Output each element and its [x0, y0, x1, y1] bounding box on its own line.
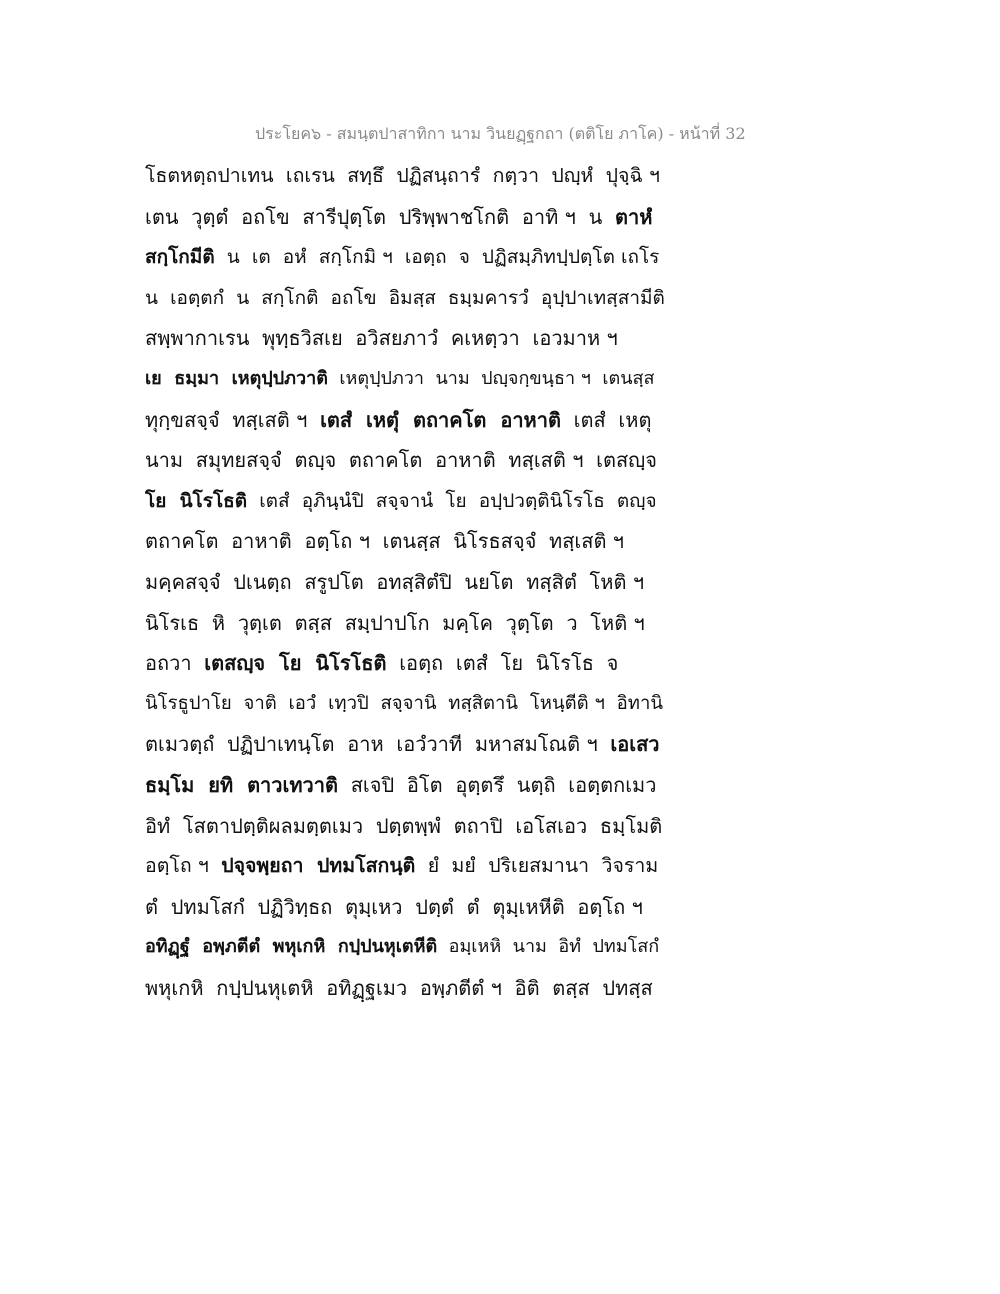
text-segment: มคฺคสจฺจํ ปเนตฺถ สรูปโต อทสฺสิตํปิ นยโต ทสฺสิตํ โหติ ฯ — [145, 569, 645, 594]
text-segment: สเจปิ อิโต อุตฺตรึ นตฺถิ เอตฺตกเมว — [338, 772, 657, 797]
text-segment: เตสํ เหตุ — [560, 407, 652, 432]
body-text — [145, 156, 665, 1008]
text-segment: อถวา — [145, 651, 205, 676]
text-line — [145, 318, 665, 359]
text-line — [145, 806, 665, 847]
text-line — [145, 521, 665, 562]
text-segment: นิโรธูปาโย จาติ เอวํ เทฺวปิ สจฺจานิ ทสฺสิตานิ โหนฺตีติ ฯ อิทานิ — [145, 692, 664, 714]
text-segment: ตถาคโต อาหาติ อตฺโถ ฯ เตนสฺส นิโรธสจฺจํ ทสฺเสติ ฯ — [145, 529, 625, 554]
bold-text-segment: ธมฺโม ยทิ ตาวเทวาติ — [145, 772, 338, 797]
text-segment: อตฺโถ ฯ — [145, 854, 222, 878]
text-line — [145, 440, 665, 481]
text-line — [145, 359, 665, 400]
text-line — [145, 278, 665, 319]
bold-text-segment: อทิฏฺฐํ อพฺภตีตํ พหุเกหิ กปฺปนหุเตหีติ — [145, 936, 438, 958]
text-segment: อมฺเหหิ นาม อิทํ ปทมโสกํ — [437, 936, 660, 958]
bold-text-segment: ตาหํ — [614, 204, 653, 229]
text-segment: เหตุปฺปภวา นาม ปญฺจกฺขนฺธา ฯ เตนสฺส — [327, 367, 655, 389]
text-segment: เตสํ อุภินฺนํปิ สจฺจานํ โย อปฺปวตฺตินิโรโธ ตญฺจ — [247, 489, 657, 512]
text-line — [145, 846, 665, 887]
text-segment: นิโรเธ หิ วุตฺเต ตสฺส สมฺปาปโก มคฺโค วุตฺโต ว โหติ ฯ — [145, 610, 645, 635]
text-segment: อิทํ โสตาปตฺติผลมตฺตเมว ปตฺตพฺพํ ตถาปิ เอโสเอว ธมฺโมติ — [145, 813, 663, 838]
text-line — [145, 481, 665, 522]
bold-text-segment: โย นิโรโธติ — [145, 489, 248, 512]
text-line — [145, 562, 665, 603]
text-segment: ตํ ปทมโสกํ ปฏิวิทฺธถ ตุมฺเหว ปตฺตํ ตํ ตุมฺเหหีติ อตฺโถ ฯ — [145, 894, 643, 919]
text-line — [145, 603, 665, 644]
text-segment: เอตฺถ เตสํ โย นิโรโธ จ — [386, 651, 619, 676]
text-segment: ตเมวตฺถํ ปฏิปาเทนฺโต อาห เอวํวาที มหาสมโณติ ฯ — [145, 732, 611, 757]
text-line — [145, 197, 665, 238]
bold-text-segment: เอเสว — [610, 732, 660, 757]
text-segment: สพฺพากาเรน พุทฺธวิสเย อวิสยภาวํ คเหตฺวา เอวมาห ฯ — [145, 326, 618, 351]
text-segment: ยํ มยํ ปริเยสมานา วิจราม — [415, 854, 659, 878]
text-segment: น เต อหํ สกฺโกมิ ฯ เอตฺถ จ ปฏิสมฺภิทปฺปตฺโต เถโร — [214, 246, 660, 269]
text-line — [145, 400, 665, 441]
page-header: ประโยค๖ - สมนฺตปาสาทิกา นาม วินยฏฺฐกถา (ตติโย ภาโค) - หน้าที่ 32 — [255, 124, 746, 143]
text-line — [145, 887, 665, 928]
bold-text-segment: สกฺโกมีติ — [145, 246, 215, 269]
text-line — [145, 765, 665, 806]
text-segment: ทุกฺขสจฺจํ ทสฺเสติ ฯ — [145, 407, 321, 432]
text-segment: น เอตฺตกํ น สกฺโกติ อถโข อิมสฺส ธมฺมคารวํ อุปฺปาเทสฺสามีติ — [145, 286, 665, 309]
text-line — [145, 927, 665, 968]
text-line — [145, 156, 665, 197]
text-line — [145, 684, 665, 725]
text-segment: โธตหตฺถปาเทน เถเรน สทฺธึ ปฏิสนฺถารํ กตฺวา ปญฺหํ ปุจฺฉิ ฯ — [145, 164, 660, 187]
bold-text-segment: เตสญฺจ โย นิโรโธติ — [204, 651, 387, 676]
text-segment: นาม สมุทยสจฺจํ ตญฺจ ตถาคโต อาหาติ ทสฺเสติ ฯ เตสญฺจ — [145, 448, 657, 473]
bold-text-segment: ปจฺจพฺยถา ปทมโสกนฺติ — [221, 854, 416, 878]
text-line — [145, 237, 665, 278]
bold-text-segment: เย ธมฺมา เหตุปฺปภวาติ — [145, 367, 328, 389]
text-line — [145, 968, 665, 1009]
text-segment: เตน วุตฺตํ อถโข สารีปุตฺโต ปริพฺพาชโกติ อาทิ ฯ น — [145, 204, 615, 229]
text-segment: พหุเกหิ กปฺปนหุเตหิ อทิฏฺฐเมว อพฺภตีตํ ฯ อิติ ตสฺส ปทสฺส — [145, 975, 653, 1000]
text-line — [145, 643, 665, 684]
bold-text-segment: เตสํ เหตุํ ตถาคโต อาหาติ — [320, 407, 561, 432]
text-line — [145, 724, 665, 765]
